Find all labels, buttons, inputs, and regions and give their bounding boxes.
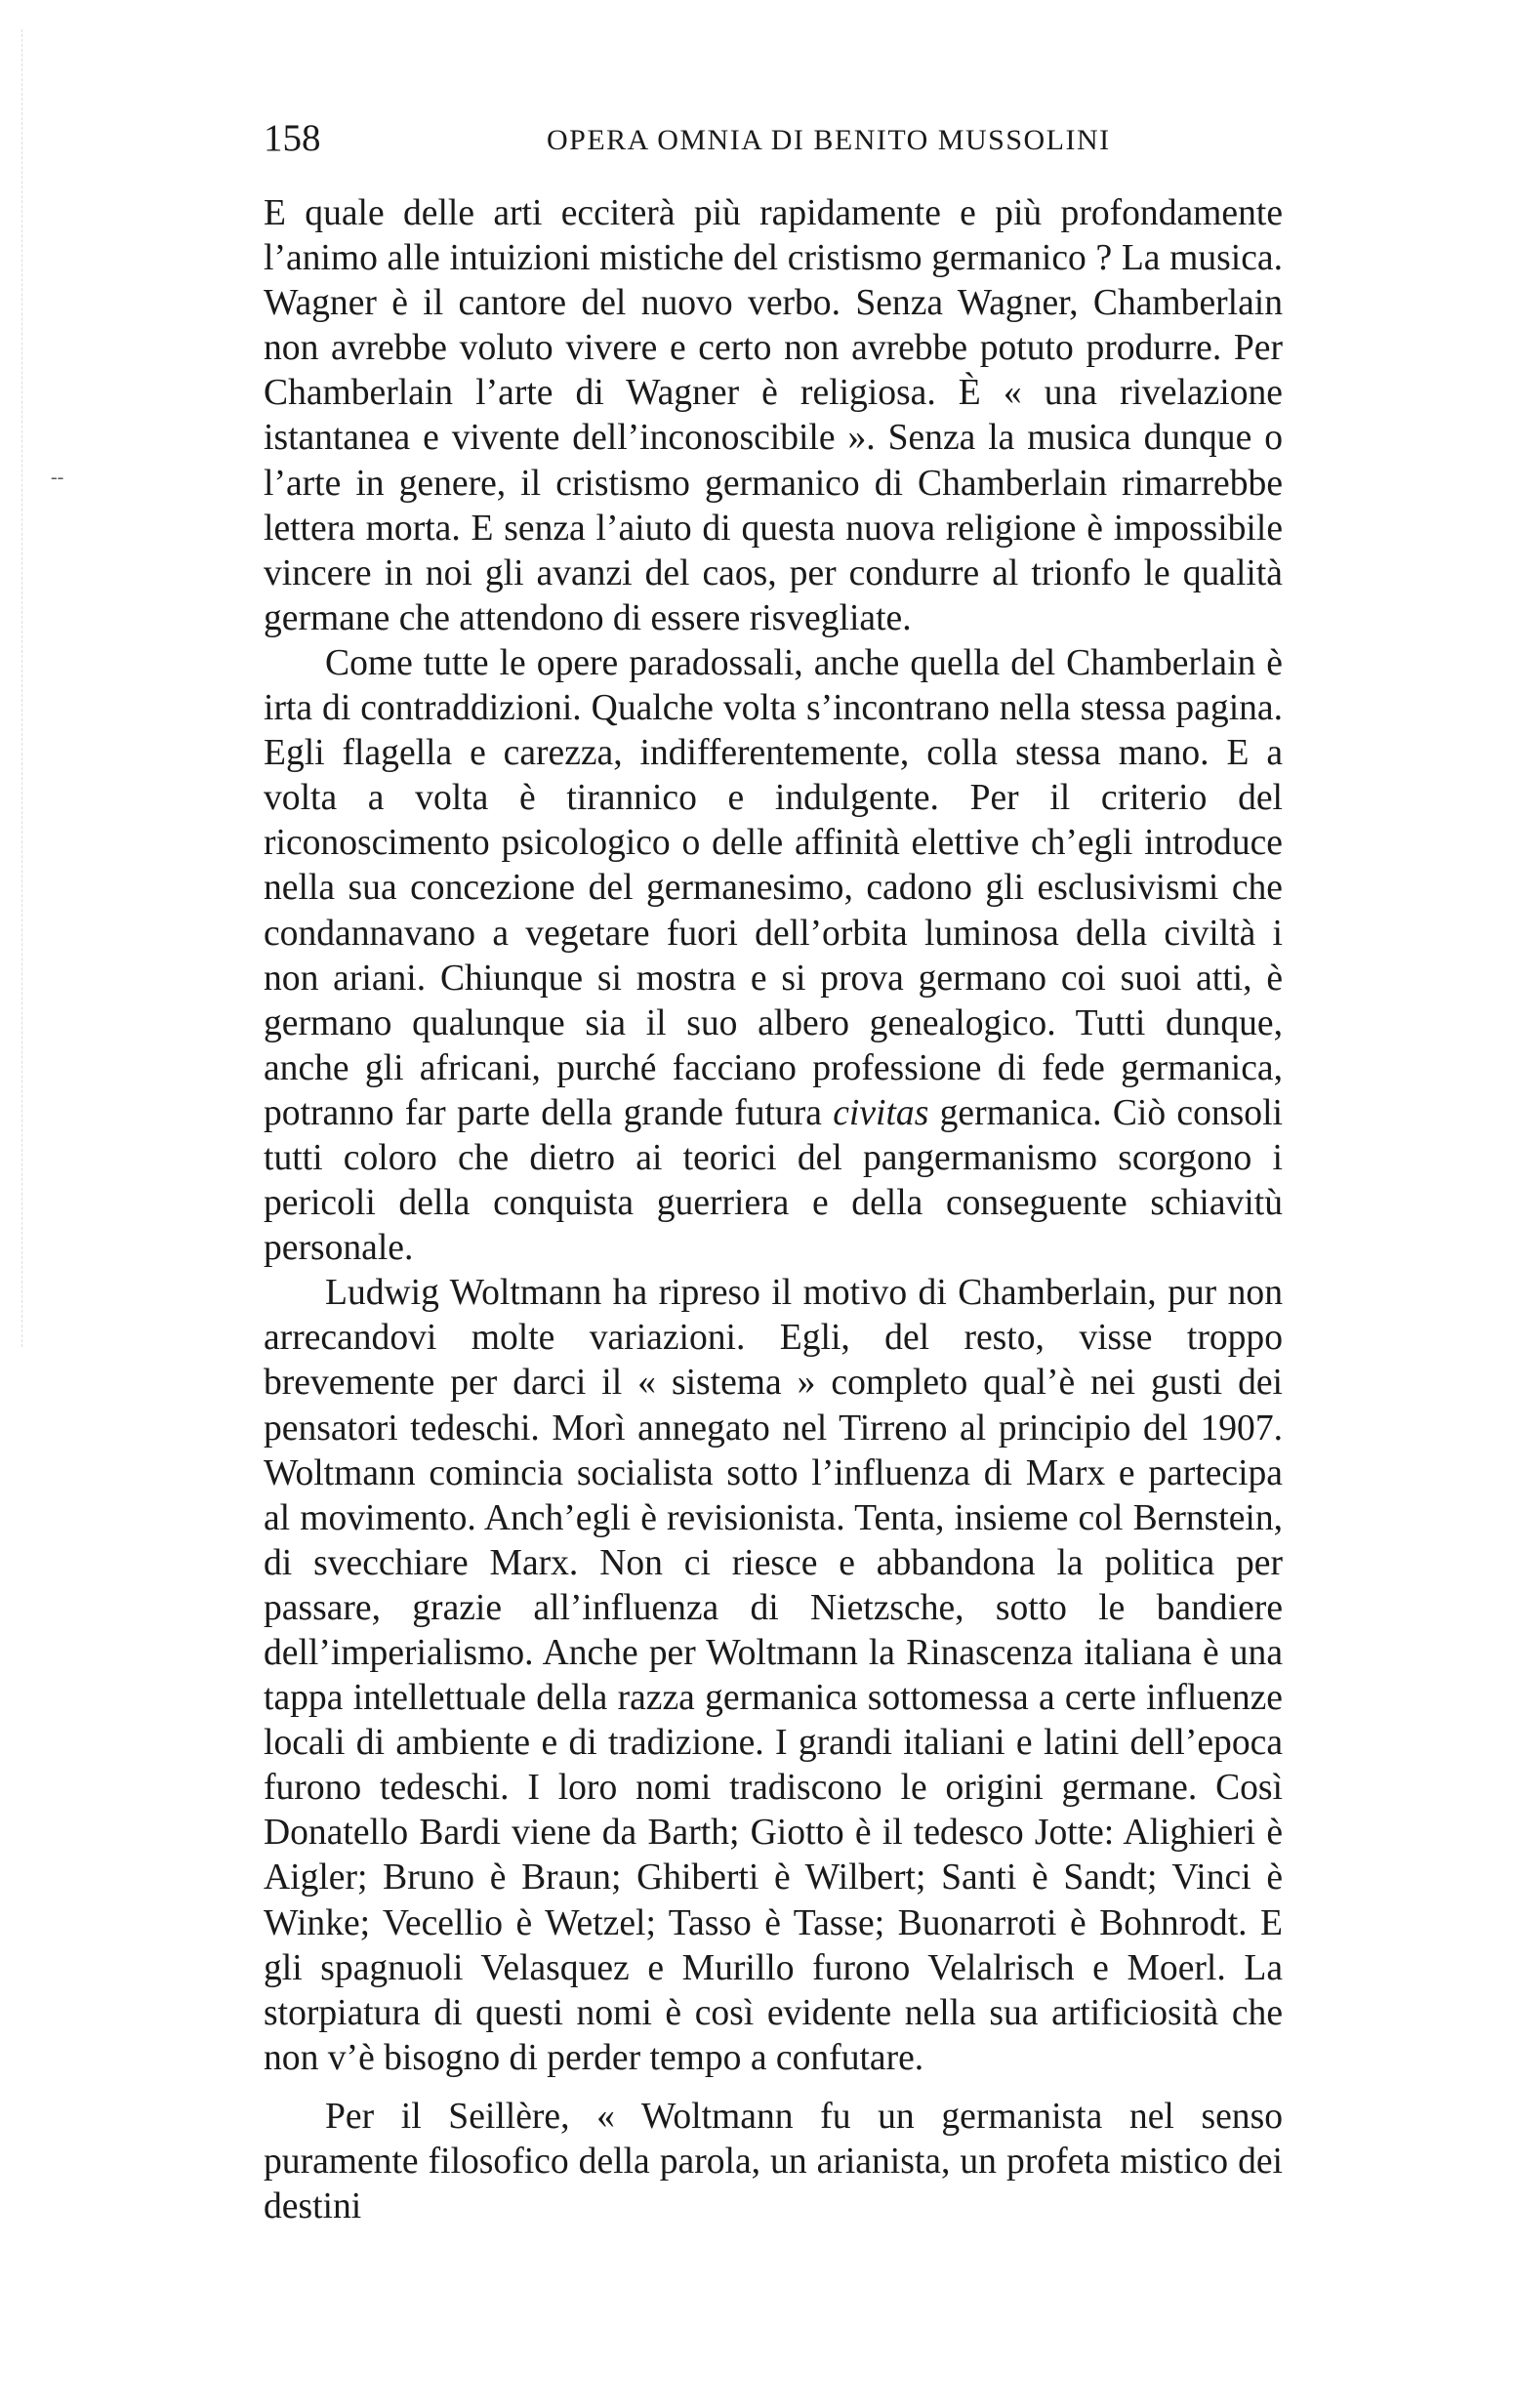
paragraph-3: Ludwig Woltmann ha ripreso il motivo di Chamberlain, pur non arrecandovi molte variazioni. Egli, del resto, visse troppo brevemente per darci il « sistema » completo qual’è nei gusti dei pensatori tedeschi. Morì annegato nel Tirreno al principio del 1907. Woltmann comincia socialista sotto l’influenza di Marx e partecipa al movimento. Anch’egli è revisionista. Tenta, insieme col Bernstein, di svecchiare Marx. Non ci riesce e abbandona la politica per passare, grazie all’influenza di Nietzsche, sotto le bandiere dell’imperialismo. Anche per Woltmann la Rinascenza italiana è una tappa intellettuale della razza germanica sottomessa a certe influenze locali di ambiente e di tradizione. I grandi italiani e latini dell’epoca furono tedeschi. I loro nomi tradiscono le origini germane. Così Donatello Bardi viene da Barth; Giotto è il tedesco Jotte: Alighieri è Aigler; Bruno è Braun; Ghiberti è Wilbert; Santi è Sandt; Vinci è Winke; Vecellio è Wetzel; Tasso è Tasse; Buonarroti è Bohnrodt. E gli spagnuoli Velasquez e Murillo furono Velalrisch e Moerl. La storpiatura di questi nomi è così evidente nella sua artificiosità che non v’è bisogno di perder tempo a confutare. (264, 1273, 1283, 2078)
running-title: OPERA OMNIA DI BENITO MUSSOLINI (547, 124, 1111, 156)
body-text (264, 191, 1283, 2229)
paragraph-1: E quale delle arti ecciterà più rapidamente e più profondamente l’animo alle intuizioni mistiche del cristismo germanico ? La musica. Wagner è il cantore del nuovo verbo. Senza Wagner, Chamberlain non avrebbe voluto vivere e certo non avrebbe potuto produrre. Per Chamberlain l’arte di Wagner è religiosa. È « una rivelazione istantanea e vivente dell’inconoscibile ». Senza la musica dunque o l’arte in genere, il cristismo germanico di Chamberlain rimarrebbe lettera morta. E senza l’aiuto di questa nuova religione è impossibile vincere in noi gli avanzi del caos, per condurre al trionfo le qualità germane che attendono di essere risvegliate. (264, 193, 1283, 638)
running-header (264, 115, 1269, 162)
paragraph-2 (264, 641, 1283, 1271)
paragraph-2-text-b: germanica. Ciò consoli tutti coloro che dietro ai teorici del pangermanismo scorgono i pericoli della conquista guerriera e della conseguente schiavitù personale. (264, 1092, 1283, 1269)
paragraph-2-italic-term: civitas (833, 1092, 929, 1133)
margin-dash-mark: -- (51, 467, 64, 488)
paragraph-2-text-a: Come tutte le opere paradossali, anche quella del Chamberlain è irta di contraddizioni. Qualche volta s’incontrano nella stessa pagina. Egli flagella e carezza, indifferentemente, colla stessa mano. E a volta a volta è tirannico e indulgente. Per il criterio del riconoscimento psicologico o delle affinità elettive ch’egli introduce nella sua concezione del germanesimo, cadono gli esclusivismi che condannavano a vegetare fuori dell’orbita luminosa della civiltà i non ariani. Chiunque si mostra e si prova germano coi suoi atti, è germano qualunque sia il suo albero genealogico. Tutti dunque, anche gli africani, purché facciano professione di fede germanica, potranno far parte della grande futura (264, 642, 1283, 1133)
page-number: 158 (264, 117, 321, 159)
scan-margin-marks (21, 29, 62, 1347)
paragraph-4: Per il Seillère, « Woltmann fu un germanista nel senso puramente filosofico della parola, un arianista, un profeta mistico dei destini (264, 2096, 1283, 2227)
